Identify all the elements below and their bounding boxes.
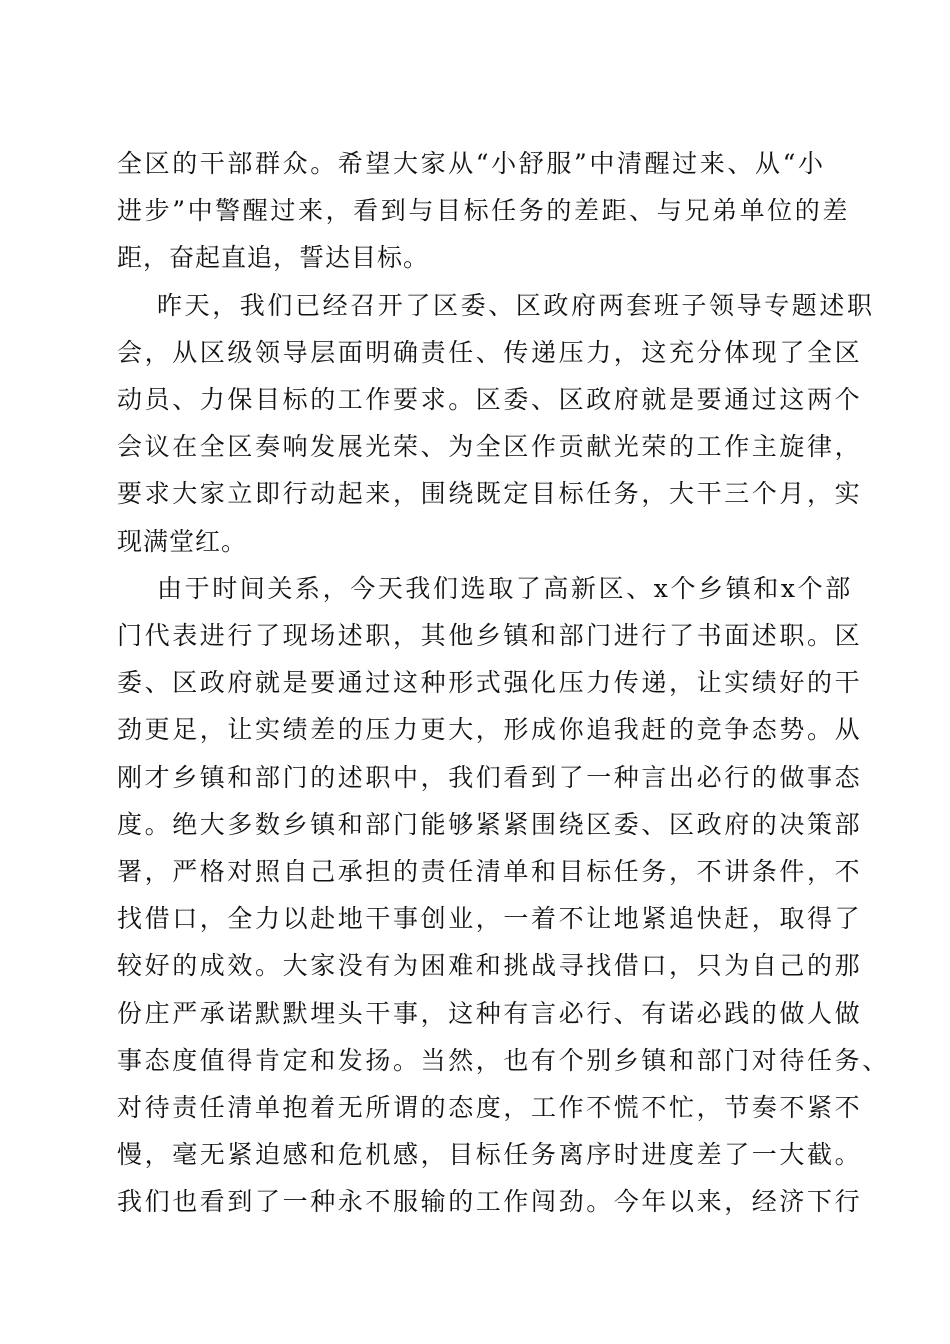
text-line: 门代表进行了现场述职，其他乡镇和部门进行了书面述职。区 [117,621,863,651]
text-line: 我们也看到了一种永不服输的工作闯劲。今年以来，经济下行 [117,1187,863,1217]
text-line: 动员、力保目标的工作要求。区委、区政府就是要通过这两个 [117,385,863,415]
text-line: 劲更足，让实绩差的压力更大，形成你追我赶的竞争态势。从 [117,715,863,745]
paragraph-2 [117,282,875,565]
text-line: 会，从区级领导层面明确责任、传递压力，这充分体现了全区 [117,337,863,367]
text-line: 会议在全区奏响发展光荣、为全区作贡献光荣的工作主旋律， [117,432,863,462]
text-line: 委、区政府就是要通过这种形式强化压力传递，让实绩好的干 [117,668,863,698]
text-line: 由于时间关系，今天我们选取了高新区、x个乡镇和x个部 [157,573,853,603]
text-line: 找借口，全力以赴地干事创业，一着不让地紧追快赶，取得了 [117,904,863,934]
text-line: 要求大家立即行动起来，围绕既定目标任务，大干三个月，实 [117,479,863,509]
text-line: 较好的成效。大家没有为困难和挑战寻找借口，只为自己的那 [117,951,863,981]
text-line: 慢，毫无紧迫感和危机感，目标任务离序时进度差了一大截。 [117,1140,863,1170]
paragraph-3 [117,565,890,1226]
text-line: 距，奋起直追，誓达目标。 [117,243,430,273]
text-line: 署，严格对照自己承担的责任清单和目标任务，不讲条件，不 [117,857,863,887]
text-line: 度。绝大多数乡镇和部门能够紧紧围绕区委、区政府的决策部 [117,809,863,839]
document-body [117,140,890,1226]
text-line: 全区的干部群众。希望大家从“小舒服”中清醒过来、从“小 [117,149,826,178]
text-line: 事态度值得肯定和发扬。当然，也有个别乡镇和部门对待任务、 [117,1045,890,1075]
paragraph-1 [117,140,850,282]
text-line: 进步”中警醒过来，看到与目标任务的差距、与兄弟单位的差 [117,196,850,226]
text-line: 刚才乡镇和部门的述职中，我们看到了一种言出必行的做事态 [117,762,863,792]
text-line: 昨天，我们已经召开了区委、区政府两套班子领导专题述职 [157,290,875,320]
text-line: 现满堂红。 [117,526,248,556]
text-line: 份庄严承诺默默埋头干事，这种有言必行、有诺必践的做人做 [117,998,863,1028]
text-line: 对待责任清单抱着无所谓的态度，工作不慌不忙，节奏不紧不 [117,1093,863,1123]
